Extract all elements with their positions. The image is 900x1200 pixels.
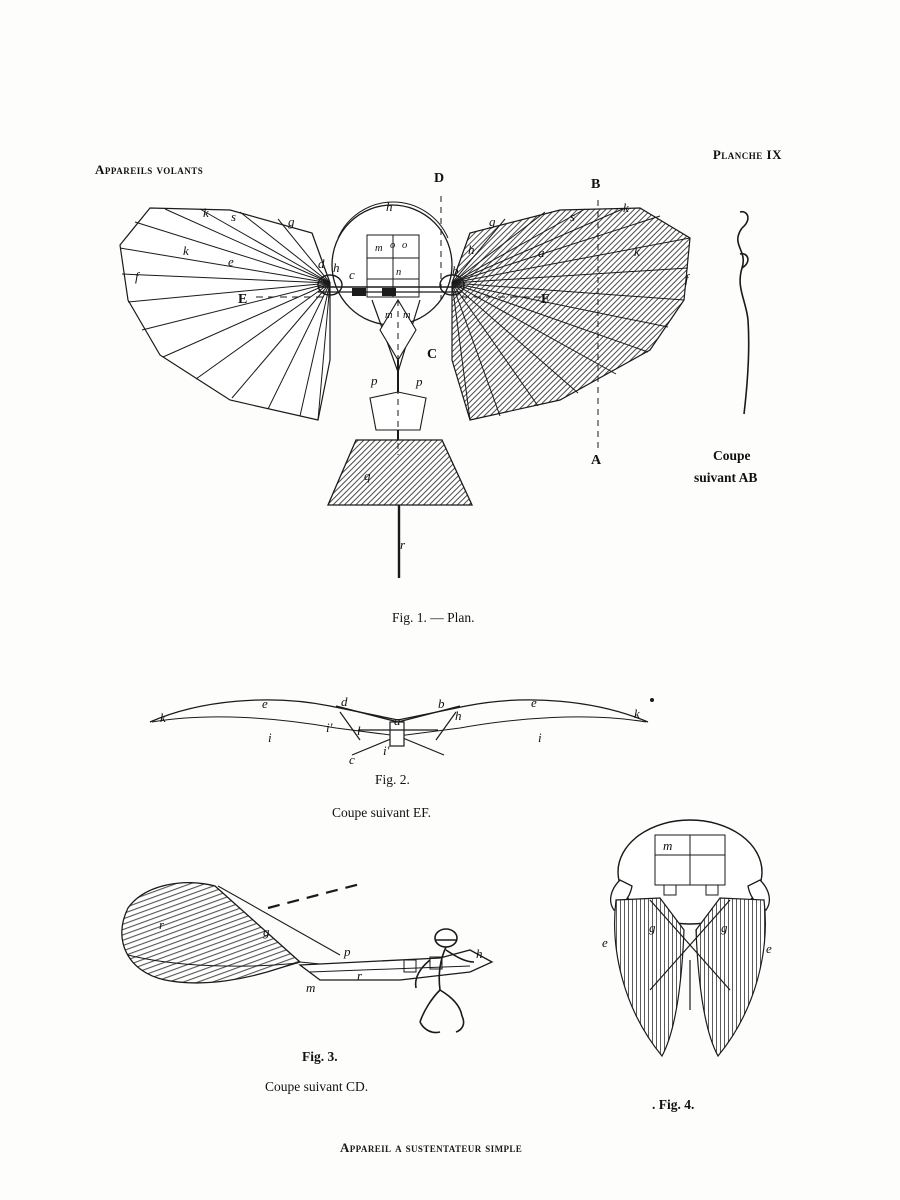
fig3-dashed-line — [268, 884, 360, 908]
fig2-label-h: h — [455, 708, 462, 723]
mark-a: A — [591, 453, 602, 468]
label-s2: s — [570, 209, 576, 224]
central-body — [332, 205, 452, 325]
label-h: h — [386, 199, 393, 214]
coupe-ab-label-1: Coupe — [713, 448, 751, 463]
fig2-label-k: k — [160, 710, 166, 725]
fig3-label-r: r — [159, 917, 165, 932]
left-wing — [120, 208, 330, 420]
figure-2-caption: Fig. 2. — [375, 772, 410, 787]
hinge-left — [352, 288, 366, 296]
figure-3-caption: Fig. 3. — [302, 1049, 338, 1064]
fig3-label-h: h — [476, 946, 483, 961]
label-e: e — [228, 254, 234, 269]
label-b: b — [452, 263, 459, 278]
fig3-wing-body — [300, 950, 492, 980]
fig4-label-e2: e — [766, 941, 772, 956]
mark-e: E — [238, 292, 248, 307]
fig4-label-g2: g — [721, 920, 728, 935]
mark-b: B — [591, 177, 601, 192]
fig3-aviator — [416, 929, 474, 1033]
fig2-label-d: d — [341, 694, 348, 709]
label-m3: m — [403, 310, 411, 321]
fig2-label-i-prime2: i' — [383, 743, 390, 758]
mark-f: F — [541, 292, 550, 307]
tail-surface — [328, 440, 472, 505]
label-o: o — [390, 240, 396, 251]
label-n: n — [396, 267, 402, 278]
fig3-label-p: p — [344, 944, 351, 959]
label-p: p — [371, 373, 378, 388]
label-k4: k — [634, 244, 640, 259]
fig3-label-m: m — [306, 980, 316, 995]
fig2-label-e: e — [262, 696, 268, 711]
label-p2: p — [416, 374, 423, 389]
fig4-label-g: g — [649, 920, 656, 935]
label-k2: k — [623, 200, 629, 215]
figure-3-section-cd — [122, 883, 492, 1033]
header-right: Planche IX — [712, 147, 782, 162]
label-a: a — [538, 245, 545, 260]
figure-2-section-ef — [150, 694, 654, 767]
coupe-ab-label-2: suivant AB — [694, 470, 758, 485]
header-left: Appareils volants — [95, 162, 204, 177]
figure-2-subcaption: Coupe suivant EF. — [332, 805, 432, 820]
fig3-label-r2: r — [357, 968, 363, 983]
mark-c: C — [427, 347, 438, 362]
label-s: s — [231, 209, 237, 224]
plate-footer: Appareil a sustentateur simple — [340, 1140, 523, 1155]
figure-4-rear-view — [602, 820, 772, 1056]
label-m: m — [375, 243, 383, 254]
fig2-label-a: a — [394, 713, 401, 728]
label-h3: h — [468, 242, 475, 257]
label-d: d — [318, 256, 325, 271]
fig4-label-m: m — [663, 838, 673, 853]
fig2-label-b: b — [438, 696, 445, 711]
label-g: g — [288, 214, 295, 229]
label-g2: g — [489, 214, 496, 229]
label-r: r — [400, 537, 406, 552]
fig2-label-e2: e — [531, 695, 537, 710]
label-k3: k — [183, 243, 189, 258]
label-f2: f — [685, 271, 689, 286]
fig2-label-k2: k — [634, 706, 640, 721]
fig3-sail — [122, 883, 300, 983]
label-m2: m — [385, 310, 393, 321]
label-c: c — [349, 267, 355, 282]
label-f: f — [135, 269, 139, 284]
hinge-right — [382, 288, 396, 296]
figure-4-caption: . Fig. 4. — [652, 1097, 695, 1112]
fig2-label-l: l — [357, 723, 361, 738]
figure-1-caption: Fig. 1. — Plan. — [392, 610, 475, 625]
label-q: q — [364, 468, 371, 483]
label-h2: h — [333, 260, 340, 275]
fig4-label-e: e — [602, 935, 608, 950]
fig2-label-i-prime: i' — [326, 720, 333, 735]
fig2-label-i: i — [268, 730, 272, 745]
label-o2: o — [402, 240, 408, 251]
fig3-label-g: g — [263, 924, 270, 939]
label-k: k — [203, 205, 209, 220]
fig2-label-i2: i — [538, 730, 542, 745]
figure-1-plan — [120, 171, 749, 578]
fig4-fin-right — [696, 898, 765, 1056]
mark-d: D — [434, 171, 445, 186]
figure-3-subcaption: Coupe suivant CD. — [265, 1079, 369, 1094]
fig2-label-c: c — [349, 752, 355, 767]
